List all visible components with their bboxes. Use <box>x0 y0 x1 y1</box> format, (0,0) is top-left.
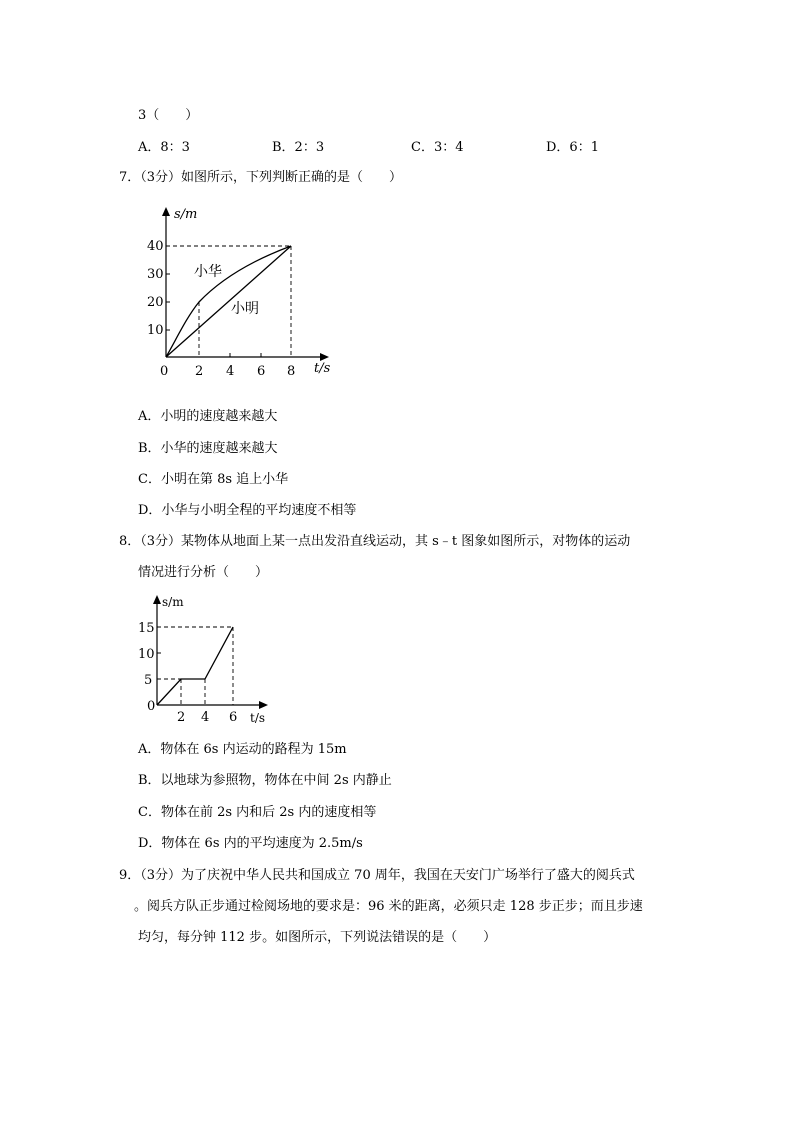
q8-x-tick: 6 <box>229 710 238 725</box>
q8-y-tick: 5 <box>144 673 153 688</box>
q8-graph <box>138 588 278 728</box>
q6-option-d[interactable]: D．6：1 <box>546 140 599 155</box>
q6-stem-tail: 3（ ） <box>138 108 199 123</box>
q7-curve-label-xiaohua: 小华 <box>194 264 222 280</box>
q8-origin-label: 0 <box>147 699 156 714</box>
q8-option-a[interactable]: A．物体在 6s 内运动的路程为 15m <box>138 742 347 757</box>
q8-y-tick: 15 <box>138 621 155 636</box>
q7-x-tick: 4 <box>226 364 235 379</box>
q8-option-b[interactable]: B．以地球为参照物，物体在中间 2s 内静止 <box>138 773 392 788</box>
q6-option-a[interactable]: A．8：3 <box>138 140 190 155</box>
q8-stem-line1: 8．（3分）某物体从地面上某一点出发沿直线运动，其 s﹣t 图象如图所示，对物体的运动 <box>119 534 631 549</box>
q7-curve-label-xiaoming: 小明 <box>231 301 259 317</box>
q7-y-tick: 20 <box>147 295 164 310</box>
q8-y-axis-label: s/m <box>162 595 184 609</box>
q7-x-tick: 2 <box>195 364 204 379</box>
q7-option-a[interactable]: A．小明的速度越来越大 <box>138 409 278 424</box>
q6-option-b[interactable]: B．2：3 <box>272 140 325 155</box>
q9-stem-line2: 。阅兵方队正步通过检阅场地的要求是：96 米的距离，必须只走 128 步正步；而且步速 <box>134 899 643 914</box>
q7-x-tick: 8 <box>287 364 296 379</box>
q7-x-axis-label: t/s <box>314 361 331 376</box>
q7-stem: 7．（3分）如图所示，下列判断正确的是（ ） <box>119 170 403 185</box>
q7-y-axis-label: s/m <box>174 207 198 222</box>
q7-origin-label: 0 <box>160 364 169 379</box>
q7-y-tick: 10 <box>147 323 164 338</box>
q7-y-tick: 30 <box>147 267 164 282</box>
q8-option-c[interactable]: C．物体在前 2s 内和后 2s 内的速度相等 <box>138 805 377 820</box>
q7-option-c[interactable]: C．小明在第 8s 追上小华 <box>138 472 289 487</box>
q8-stem-line2: 情况进行分析（ ） <box>138 565 269 580</box>
q9-stem-line1: 9．（3分）为了庆祝中华人民共和国成立 70 周年，我国在天安门广场举行了盛大的阅兵式 <box>119 868 635 883</box>
q7-y-tick: 40 <box>147 239 164 254</box>
q8-y-tick: 10 <box>138 647 155 662</box>
q7-option-d[interactable]: D．小华与小明全程的平均速度不相等 <box>138 503 357 518</box>
q8-x-tick: 2 <box>177 710 186 725</box>
q6-option-c[interactable]: C．3：4 <box>411 140 464 155</box>
q9-stem-line3: 均匀，每分钟 112 步。如图所示，下列说法错误的是（ ） <box>138 930 497 945</box>
q7-graph <box>138 200 348 385</box>
q7-x-tick: 6 <box>257 364 266 379</box>
q7-option-b[interactable]: B．小华的速度越来越大 <box>138 441 278 456</box>
q8-x-axis-label: t/s <box>250 711 266 725</box>
q8-x-tick: 4 <box>201 710 210 725</box>
q8-option-d[interactable]: D．物体在 6s 内的平均速度为 2.5m/s <box>138 836 363 851</box>
